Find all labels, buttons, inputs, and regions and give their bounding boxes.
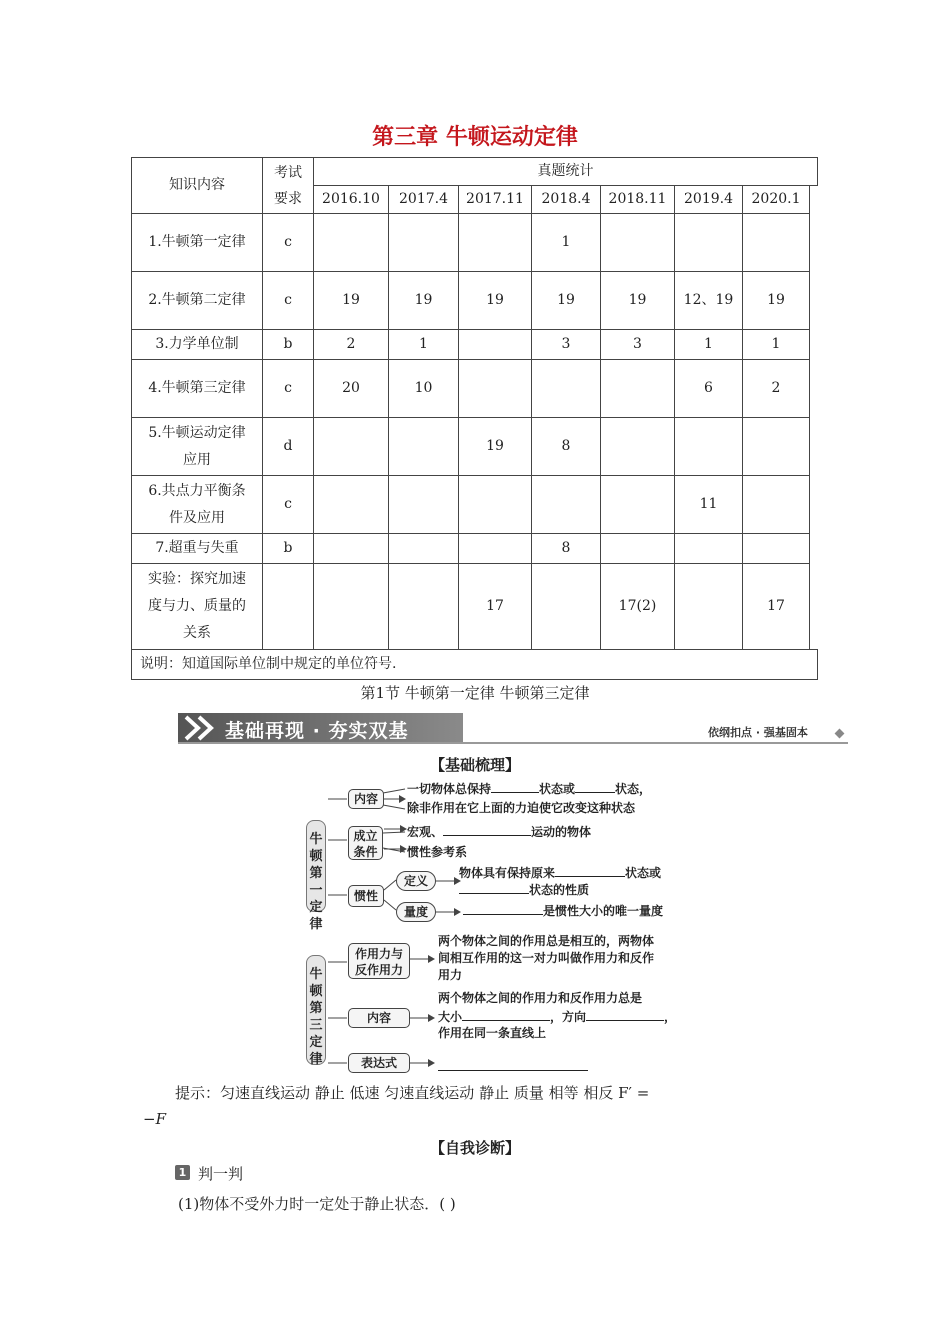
table-note: 说明：知道国际单位制中规定的单位符号. — [132, 650, 818, 680]
stat-cell: 19 — [532, 272, 601, 330]
stat-cell: 3 — [601, 330, 675, 360]
stat-cell: 19 — [389, 272, 459, 330]
expression-blank — [438, 1070, 588, 1071]
knowledge-cell: 7.超重与失重 — [132, 534, 263, 564]
year-header-pad — [810, 186, 818, 214]
judge-number-badge: 1 — [175, 1165, 190, 1180]
stat-cell — [389, 418, 459, 476]
row-pad — [810, 418, 818, 476]
table-row — [132, 564, 818, 650]
stat-cell — [675, 418, 743, 476]
row-pad — [810, 360, 818, 418]
year-header: 2018.11 — [601, 186, 675, 214]
requirement-cell: c — [263, 476, 314, 534]
condition-line1: 宏观、 运动的物体 — [407, 825, 592, 839]
stat-cell: 17 — [743, 564, 810, 650]
year-header: 2018.4 — [532, 186, 601, 214]
stat-cell — [389, 214, 459, 272]
stat-cell — [743, 534, 810, 564]
table-row — [132, 476, 818, 534]
stat-cell: 19 — [601, 272, 675, 330]
table-row — [132, 272, 818, 330]
exam-stats-table — [131, 157, 818, 680]
stat-cell — [601, 534, 675, 564]
af-line3: 用力 — [438, 968, 463, 982]
answer-hint: 提示：匀速直线运动 静止 低速 匀速直线运动 静止 质量 相等 相反 F′ = — [175, 1084, 650, 1102]
banner-subtitle: 依纲扣点 · 强基固本 — [708, 726, 808, 739]
question-1: (1)物体不受外力时一定处于静止状态．( ) — [178, 1195, 456, 1213]
stat-cell — [532, 476, 601, 534]
content3-box: 内容 — [348, 1008, 410, 1028]
header-knowledge: 知识内容 — [132, 158, 263, 214]
expr-arrow — [410, 1054, 440, 1074]
knowledge-cell: 4.牛顿第三定律 — [132, 360, 263, 418]
stat-cell: 17 — [459, 564, 532, 650]
stat-cell: 19 — [459, 418, 532, 476]
definition-line2: 状态的性质 — [459, 881, 589, 899]
condition-line2: 惯性参考系 — [407, 845, 468, 859]
content-line1: 一切物体总保持 状态或 状态， — [407, 782, 652, 796]
af-line1: 两个物体之间的作用总是相互的，两物体 — [438, 934, 655, 948]
row-pad — [810, 214, 818, 272]
requirement-cell: c — [263, 272, 314, 330]
stat-cell — [532, 564, 601, 650]
action-reaction-box: 作用力与反作用力 — [348, 943, 410, 979]
stat-cell: 3 — [532, 330, 601, 360]
table-row — [132, 330, 818, 360]
stat-cell — [601, 214, 675, 272]
stat-cell — [389, 476, 459, 534]
stat-cell — [675, 214, 743, 272]
year-header: 2017.4 — [389, 186, 459, 214]
stat-cell: 20 — [314, 360, 389, 418]
chevron-arrows-icon — [182, 715, 222, 741]
knowledge-cell: 2.牛顿第二定律 — [132, 272, 263, 330]
stat-cell: 8 — [532, 534, 601, 564]
stat-cell — [601, 360, 675, 418]
stat-cell — [601, 476, 675, 534]
header-stats: 真题统计 — [314, 158, 818, 186]
row-pad — [810, 272, 818, 330]
requirement-cell: b — [263, 330, 314, 360]
law3-label: 牛顿第三定律 — [306, 955, 326, 1065]
stat-cell — [743, 214, 810, 272]
stat-cell: 2 — [743, 360, 810, 418]
knowledge-cell: 5.牛顿运动定律应用 — [132, 418, 263, 476]
knowledge-cell: 3.力学单位制 — [132, 330, 263, 360]
stat-cell: 10 — [389, 360, 459, 418]
knowledge-cell: 1.牛顿第一定律 — [132, 214, 263, 272]
year-header: 2016.10 — [314, 186, 389, 214]
stat-cell — [389, 534, 459, 564]
diamond-icon — [835, 729, 845, 739]
requirement-cell: d — [263, 418, 314, 476]
stat-cell — [675, 564, 743, 650]
stat-cell — [314, 534, 389, 564]
heading-basics: 【基础梳理】 — [429, 756, 520, 774]
year-header: 2019.4 — [675, 186, 743, 214]
stat-cell: 17(2) — [601, 564, 675, 650]
row-pad — [810, 476, 818, 534]
requirement-cell — [263, 564, 314, 650]
definition-box: 定义 — [396, 871, 436, 891]
stat-cell: 2 — [314, 330, 389, 360]
table-row — [132, 534, 818, 564]
stat-cell — [532, 360, 601, 418]
stat-cell: 19 — [743, 272, 810, 330]
af-line2: 间相互作用的这一对力叫做作用力和反作 — [438, 951, 655, 965]
heading-self-diagnosis: 【自我诊断】 — [429, 1139, 520, 1157]
stat-cell: 19 — [459, 272, 532, 330]
chapter-title: 第三章 牛顿运动定律 — [372, 125, 578, 150]
first-law-arrows — [384, 820, 414, 880]
content-arrow — [384, 790, 410, 810]
judge-label: 判一判 — [198, 1165, 244, 1183]
banner-title: 基础再现 · 夯实双基 — [225, 720, 409, 742]
stat-cell: 19 — [314, 272, 389, 330]
content-line2: 除非作用在它上面的力迫使它改变这种状态 — [407, 801, 636, 815]
year-header: 2017.11 — [459, 186, 532, 214]
stat-cell — [459, 214, 532, 272]
law1-label: 牛顿第一定律 — [306, 820, 326, 912]
stat-cell — [389, 564, 459, 650]
requirement-cell: c — [263, 360, 314, 418]
stat-cell — [743, 476, 810, 534]
expression-box: 表达式 — [348, 1053, 410, 1073]
stat-cell — [601, 418, 675, 476]
stat-cell: 1 — [389, 330, 459, 360]
stat-cell — [314, 418, 389, 476]
stat-cell — [459, 476, 532, 534]
stat-cell — [314, 476, 389, 534]
stat-cell — [743, 418, 810, 476]
condition-box: 成立条件 — [348, 826, 383, 860]
requirement-cell: b — [263, 534, 314, 564]
measure-box: 量度 — [396, 902, 436, 922]
stat-cell — [459, 360, 532, 418]
row-pad — [810, 564, 818, 650]
measure-line: 是惯性大小的唯一量度 — [463, 902, 663, 920]
definition-line1: 物体具有保持原来 状态或 — [459, 866, 662, 880]
table-row — [132, 418, 818, 476]
table-row — [132, 214, 818, 272]
stat-cell — [459, 534, 532, 564]
af-arrow — [410, 950, 440, 970]
table-row — [132, 360, 818, 418]
stat-cell: 8 — [532, 418, 601, 476]
requirement-cell: c — [263, 214, 314, 272]
stat-cell: 1 — [743, 330, 810, 360]
section-title: 第1节 牛顿第一定律 牛顿第三定律 — [360, 684, 590, 702]
knowledge-cell: 实验：探究加速度与力、质量的关系 — [132, 564, 263, 650]
stat-cell — [675, 534, 743, 564]
row-pad — [810, 534, 818, 564]
knowledge-cell: 6.共点力平衡条件及应用 — [132, 476, 263, 534]
inertia-box: 惯性 — [348, 885, 384, 907]
stat-cell — [314, 214, 389, 272]
content-box: 内容 — [348, 789, 384, 809]
c3-arrow — [410, 1009, 440, 1029]
stat-cell — [459, 330, 532, 360]
header-requirement: 考试要求 — [263, 158, 314, 214]
c3-line2: 大小 ，方向 ， — [438, 1010, 677, 1024]
c3-line1: 两个物体之间的作用力和反作用力总是 — [438, 991, 643, 1005]
stat-cell: 11 — [675, 476, 743, 534]
answer-hint-cont: −F — [143, 1110, 166, 1128]
stat-cell — [314, 564, 389, 650]
stat-cell: 12、19 — [675, 272, 743, 330]
stat-cell: 1 — [532, 214, 601, 272]
row-pad — [810, 330, 818, 360]
stat-cell: 1 — [675, 330, 743, 360]
c3-line3: 作用在同一条直线上 — [438, 1026, 547, 1040]
year-header: 2020.1 — [743, 186, 810, 214]
stat-cell: 6 — [675, 360, 743, 418]
